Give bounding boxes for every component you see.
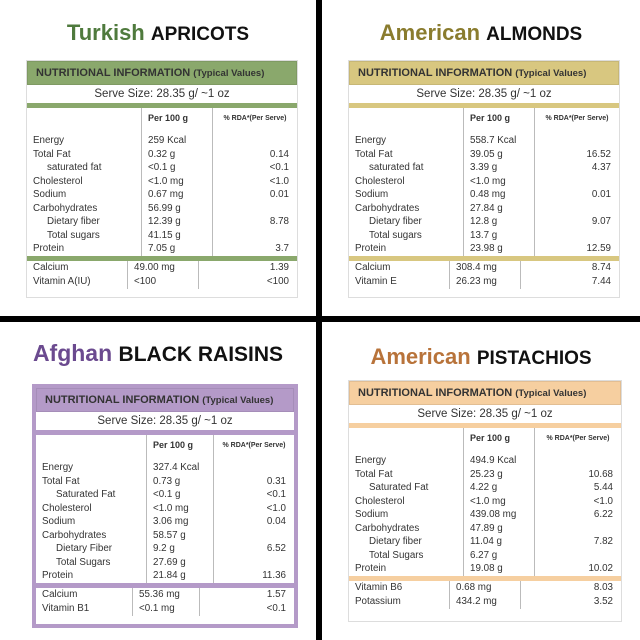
nutrient-label: Total sugars bbox=[47, 229, 100, 241]
col-per100-header: Per 100 g bbox=[464, 108, 535, 134]
rda-value bbox=[213, 202, 298, 216]
table-row bbox=[36, 515, 294, 529]
rda-value: 7.44 bbox=[521, 275, 620, 289]
per100-value: <1.0 mg bbox=[464, 175, 535, 189]
nutrition-card bbox=[32, 384, 298, 628]
per100-value: 0.67 mg bbox=[142, 188, 213, 202]
rda-value: 6.52 bbox=[214, 542, 295, 556]
col-rda-header: % RDA*(Per Serve) bbox=[214, 435, 295, 461]
per100-value: 49.00 mg bbox=[128, 261, 199, 275]
per100-value: 4.22 g bbox=[464, 481, 535, 495]
per100-value: 13.7 g bbox=[464, 229, 535, 243]
per100-value: 21.84 g bbox=[147, 569, 214, 583]
nutrient-label: Dietary fiber bbox=[369, 216, 422, 228]
rda-value: 1.57 bbox=[200, 588, 295, 602]
rda-value: 8.74 bbox=[521, 261, 620, 275]
rda-value: <0.1 bbox=[214, 488, 295, 502]
per100-value: 47.89 g bbox=[464, 522, 535, 536]
table-row bbox=[27, 161, 297, 175]
nutrient-label: Vitamin B1 bbox=[42, 603, 90, 614]
nutrition-header bbox=[36, 388, 294, 412]
per100-value: 12.39 g bbox=[142, 215, 213, 229]
rda-value bbox=[535, 454, 622, 468]
origin-label: Afghan bbox=[32, 340, 113, 366]
rda-value bbox=[213, 134, 298, 148]
nutrition-header bbox=[349, 61, 619, 85]
rda-value: <1.0 bbox=[213, 175, 298, 189]
nutrient-label: Protein bbox=[42, 570, 74, 582]
per100-value: 41.15 g bbox=[142, 229, 213, 243]
rda-value: 16.52 bbox=[535, 148, 620, 162]
rda-value bbox=[213, 229, 298, 243]
col-rda-header: % RDA*(Per Serve) bbox=[535, 108, 620, 134]
table-row bbox=[36, 556, 294, 570]
header-text: NUTRITIONAL INFORMATION bbox=[45, 394, 200, 406]
per100-value: <1.0 mg bbox=[147, 502, 214, 516]
rda-value: <1.0 bbox=[535, 495, 622, 509]
rda-value: 7.82 bbox=[535, 535, 622, 549]
nutrient-label: Carbohydrates bbox=[355, 202, 420, 214]
minerals-table bbox=[349, 261, 619, 289]
nutrient-label: Sodium bbox=[355, 509, 389, 521]
per100-value: <0.1 mg bbox=[133, 602, 200, 616]
nutrient-label: Cholesterol bbox=[42, 502, 92, 514]
nutrient-label: Saturated Fat bbox=[369, 482, 429, 494]
rda-value bbox=[535, 202, 620, 216]
empty-header-cell bbox=[27, 108, 142, 134]
table-row bbox=[27, 202, 297, 216]
per100-value: 56.99 g bbox=[142, 202, 213, 216]
rda-value: <0.1 bbox=[200, 602, 295, 616]
per100-value: 19.08 g bbox=[464, 562, 535, 576]
per100-value: <1.0 mg bbox=[464, 495, 535, 509]
per100-value: 434.2 mg bbox=[450, 595, 521, 609]
nutrient-label: Energy bbox=[33, 135, 65, 147]
table-row bbox=[349, 595, 621, 609]
header-suffix: (Typical Values) bbox=[515, 388, 587, 399]
rda-value: 0.31 bbox=[214, 475, 295, 489]
table-row bbox=[349, 215, 619, 229]
per100-value: <1.0 mg bbox=[142, 175, 213, 189]
per100-value: 3.06 mg bbox=[147, 515, 214, 529]
nutrient-label: Sodium bbox=[42, 516, 76, 528]
table-row bbox=[36, 588, 294, 602]
table-row bbox=[349, 535, 621, 549]
rda-value: 3.7 bbox=[213, 242, 298, 256]
nutrient-label: Total Fat bbox=[355, 148, 393, 160]
rda-value: 0.14 bbox=[213, 148, 298, 162]
header-text: NUTRITIONAL INFORMATION bbox=[358, 67, 513, 79]
panel-american-pistachios bbox=[322, 322, 640, 640]
table-row bbox=[27, 175, 297, 189]
nutrient-label: Total Fat bbox=[33, 148, 71, 160]
table-row bbox=[27, 188, 297, 202]
rda-value: 1.39 bbox=[199, 261, 298, 275]
table-row bbox=[36, 602, 294, 616]
rda-value: 0.04 bbox=[214, 515, 295, 529]
rda-value: 0.01 bbox=[213, 188, 298, 202]
nutrient-label: Saturated Fat bbox=[56, 489, 116, 501]
table-row bbox=[349, 161, 619, 175]
nutrient-label: saturated fat bbox=[369, 162, 424, 174]
minerals-table bbox=[349, 581, 621, 609]
nutrient-label: Protein bbox=[355, 243, 387, 255]
nutrient-label: Carbohydrates bbox=[355, 522, 420, 534]
per100-value: 0.32 g bbox=[142, 148, 213, 162]
origin-label: American bbox=[370, 344, 471, 369]
nutrient-label: Total Fat bbox=[42, 475, 80, 487]
panel-turkish-apricots bbox=[0, 0, 316, 316]
rda-value bbox=[535, 549, 622, 563]
product-label: ALMONDS bbox=[486, 24, 583, 45]
empty-header-cell bbox=[349, 108, 464, 134]
col-per100-header: Per 100 g bbox=[464, 428, 535, 454]
nutrition-table bbox=[349, 108, 619, 256]
nutrient-label: Dietary Fiber bbox=[56, 543, 113, 555]
header-suffix: (Typical Values) bbox=[515, 68, 587, 79]
nutrition-table bbox=[36, 435, 294, 583]
rda-value bbox=[214, 529, 295, 543]
nutrient-label: Potassium bbox=[355, 596, 401, 607]
rda-value: 12.59 bbox=[535, 242, 620, 256]
table-row bbox=[36, 475, 294, 489]
per100-value: 26.23 mg bbox=[450, 275, 521, 289]
per100-value: 23.98 g bbox=[464, 242, 535, 256]
product-label: PISTACHIOS bbox=[476, 348, 592, 369]
nutrient-label: Dietary fiber bbox=[369, 536, 422, 548]
nutrition-card bbox=[26, 60, 298, 298]
rda-value bbox=[535, 229, 620, 243]
nutrient-label: saturated fat bbox=[47, 162, 102, 174]
table-row bbox=[349, 481, 621, 495]
nutrient-label: Calcium bbox=[355, 262, 391, 273]
rda-value: 4.37 bbox=[535, 161, 620, 175]
table-row bbox=[27, 215, 297, 229]
table-row bbox=[36, 502, 294, 516]
rda-value: <0.1 bbox=[213, 161, 298, 175]
rda-value: 5.44 bbox=[535, 481, 622, 495]
col-per100-header: Per 100 g bbox=[147, 435, 214, 461]
header-text: NUTRITIONAL INFORMATION bbox=[358, 387, 513, 399]
table-row bbox=[349, 134, 619, 148]
per100-value: 11.04 g bbox=[464, 535, 535, 549]
nutrient-label: Carbohydrates bbox=[42, 529, 107, 541]
panel-afghan-black-raisins bbox=[0, 322, 316, 640]
col-rda-header: % RDA*(Per Serve) bbox=[535, 428, 622, 454]
per100-value: 259 Kcal bbox=[142, 134, 213, 148]
table-row bbox=[27, 148, 297, 162]
nutrient-label: Protein bbox=[33, 243, 65, 255]
rda-value: 10.02 bbox=[535, 562, 622, 576]
table-row bbox=[36, 461, 294, 475]
table-row bbox=[349, 229, 619, 243]
nutrient-label: Total Fat bbox=[355, 468, 393, 480]
per100-value: 7.05 g bbox=[142, 242, 213, 256]
col-per100-header: Per 100 g bbox=[142, 108, 213, 134]
per100-value: 55.36 mg bbox=[133, 588, 200, 602]
table-row bbox=[349, 562, 621, 576]
nutrient-label: Sodium bbox=[33, 189, 67, 201]
col-rda-header: % RDA*(Per Serve) bbox=[213, 108, 298, 134]
table-row bbox=[27, 242, 297, 256]
rda-value: <100 bbox=[199, 275, 298, 289]
table-header-row bbox=[36, 435, 294, 461]
header-suffix: (Typical Values) bbox=[193, 68, 265, 79]
table-row bbox=[349, 508, 621, 522]
rda-value bbox=[214, 461, 295, 475]
rda-value: 11.36 bbox=[214, 569, 295, 583]
nutrition-table bbox=[27, 108, 297, 256]
table-header-row bbox=[349, 428, 621, 454]
origin-label: American bbox=[379, 20, 481, 45]
origin-label: Turkish bbox=[66, 20, 145, 45]
nutrient-label: Energy bbox=[42, 462, 74, 474]
table-row bbox=[36, 542, 294, 556]
per100-value: 27.84 g bbox=[464, 202, 535, 216]
table-row bbox=[36, 529, 294, 543]
per100-value: 9.2 g bbox=[147, 542, 214, 556]
nutrition-header bbox=[349, 381, 621, 405]
per100-value: <100 bbox=[128, 275, 199, 289]
panel-title bbox=[322, 20, 640, 46]
product-label: APRICOTS bbox=[150, 24, 250, 45]
table-header-row bbox=[349, 108, 619, 134]
nutrient-label: Cholesterol bbox=[355, 495, 405, 507]
table-row bbox=[36, 488, 294, 502]
nutrient-label: Vitamin A(IU) bbox=[33, 276, 91, 287]
nutrient-label: Energy bbox=[355, 135, 387, 147]
rda-value bbox=[535, 175, 620, 189]
table-row bbox=[27, 134, 297, 148]
table-row bbox=[349, 148, 619, 162]
rda-value: 3.52 bbox=[521, 595, 622, 609]
table-header-row bbox=[27, 108, 297, 134]
rda-value bbox=[214, 556, 295, 570]
table-row bbox=[27, 275, 297, 289]
nutrient-label: Vitamin E bbox=[355, 276, 397, 287]
table-row bbox=[349, 454, 621, 468]
table-row bbox=[349, 242, 619, 256]
panel-title bbox=[322, 344, 640, 370]
table-row bbox=[349, 581, 621, 595]
table-row bbox=[349, 275, 619, 289]
table-row bbox=[349, 549, 621, 563]
nutrient-label: Cholesterol bbox=[33, 175, 83, 187]
per100-value: 0.48 mg bbox=[464, 188, 535, 202]
per100-value: 27.69 g bbox=[147, 556, 214, 570]
per100-value: 0.73 g bbox=[147, 475, 214, 489]
nutrient-label: Energy bbox=[355, 455, 387, 467]
rda-value: 8.78 bbox=[213, 215, 298, 229]
table-row bbox=[349, 522, 621, 536]
per100-value: 0.68 mg bbox=[450, 581, 521, 595]
rda-value: <1.0 bbox=[214, 502, 295, 516]
table-row bbox=[349, 202, 619, 216]
nutrient-label: Vitamin B6 bbox=[355, 582, 403, 593]
per100-value: 308.4 mg bbox=[450, 261, 521, 275]
rda-value: 10.68 bbox=[535, 468, 622, 482]
panel-title bbox=[0, 20, 316, 46]
panel-title bbox=[0, 340, 316, 367]
nutrient-label: Cholesterol bbox=[355, 175, 405, 187]
product-label: BLACK RAISINS bbox=[118, 343, 284, 366]
serve-size: Serve Size: 28.35 g/ ~1 oz bbox=[97, 415, 233, 427]
per100-value: 6.27 g bbox=[464, 549, 535, 563]
nutrient-label: Total Sugars bbox=[56, 556, 111, 568]
nutrition-header bbox=[27, 61, 297, 85]
nutrient-label: Protein bbox=[355, 563, 387, 575]
panel-american-almonds bbox=[322, 0, 640, 316]
per100-value: 558.7 Kcal bbox=[464, 134, 535, 148]
per100-value: <0.1 g bbox=[147, 488, 214, 502]
table-row bbox=[349, 468, 621, 482]
table-row bbox=[349, 175, 619, 189]
nutrition-card bbox=[348, 60, 620, 298]
rda-value: 8.03 bbox=[521, 581, 622, 595]
table-row bbox=[36, 569, 294, 583]
rda-value: 9.07 bbox=[535, 215, 620, 229]
per100-value: 327.4 Kcal bbox=[147, 461, 214, 475]
empty-header-cell bbox=[349, 428, 464, 454]
header-text: NUTRITIONAL INFORMATION bbox=[36, 67, 191, 79]
nutrient-label: Calcium bbox=[42, 589, 78, 600]
per100-value: 58.57 g bbox=[147, 529, 214, 543]
rda-value bbox=[535, 522, 622, 536]
per100-value: 3.39 g bbox=[464, 161, 535, 175]
header-suffix: (Typical Values) bbox=[202, 395, 274, 406]
per100-value: 439.08 mg bbox=[464, 508, 535, 522]
table-row bbox=[349, 495, 621, 509]
nutrition-table bbox=[349, 428, 621, 576]
table-row bbox=[349, 261, 619, 275]
table-row bbox=[349, 188, 619, 202]
per100-value: 12.8 g bbox=[464, 215, 535, 229]
serve-size: Serve Size: 28.35 g/ ~1 oz bbox=[417, 408, 553, 420]
serve-size: Serve Size: 28.35 g/ ~1 oz bbox=[94, 88, 230, 100]
nutrient-label: Calcium bbox=[33, 262, 69, 273]
minerals-table bbox=[27, 261, 297, 289]
per100-value: 39.05 g bbox=[464, 148, 535, 162]
nutrient-label: Sodium bbox=[355, 189, 389, 201]
nutrient-label: Total sugars bbox=[369, 229, 422, 241]
minerals-table bbox=[36, 588, 294, 616]
nutrient-label: Carbohydrates bbox=[33, 202, 98, 214]
rda-value: 6.22 bbox=[535, 508, 622, 522]
per100-value: 25.23 g bbox=[464, 468, 535, 482]
nutrition-card bbox=[348, 380, 622, 622]
table-row bbox=[27, 229, 297, 243]
nutrient-label: Dietary fiber bbox=[47, 216, 100, 228]
empty-header-cell bbox=[36, 435, 147, 461]
rda-value bbox=[535, 134, 620, 148]
serve-size: Serve Size: 28.35 g/ ~1 oz bbox=[416, 88, 552, 100]
per100-value: 494.9 Kcal bbox=[464, 454, 535, 468]
nutrient-label: Total Sugars bbox=[369, 549, 424, 561]
table-row bbox=[27, 261, 297, 275]
per100-value: <0.1 g bbox=[142, 161, 213, 175]
rda-value: 0.01 bbox=[535, 188, 620, 202]
